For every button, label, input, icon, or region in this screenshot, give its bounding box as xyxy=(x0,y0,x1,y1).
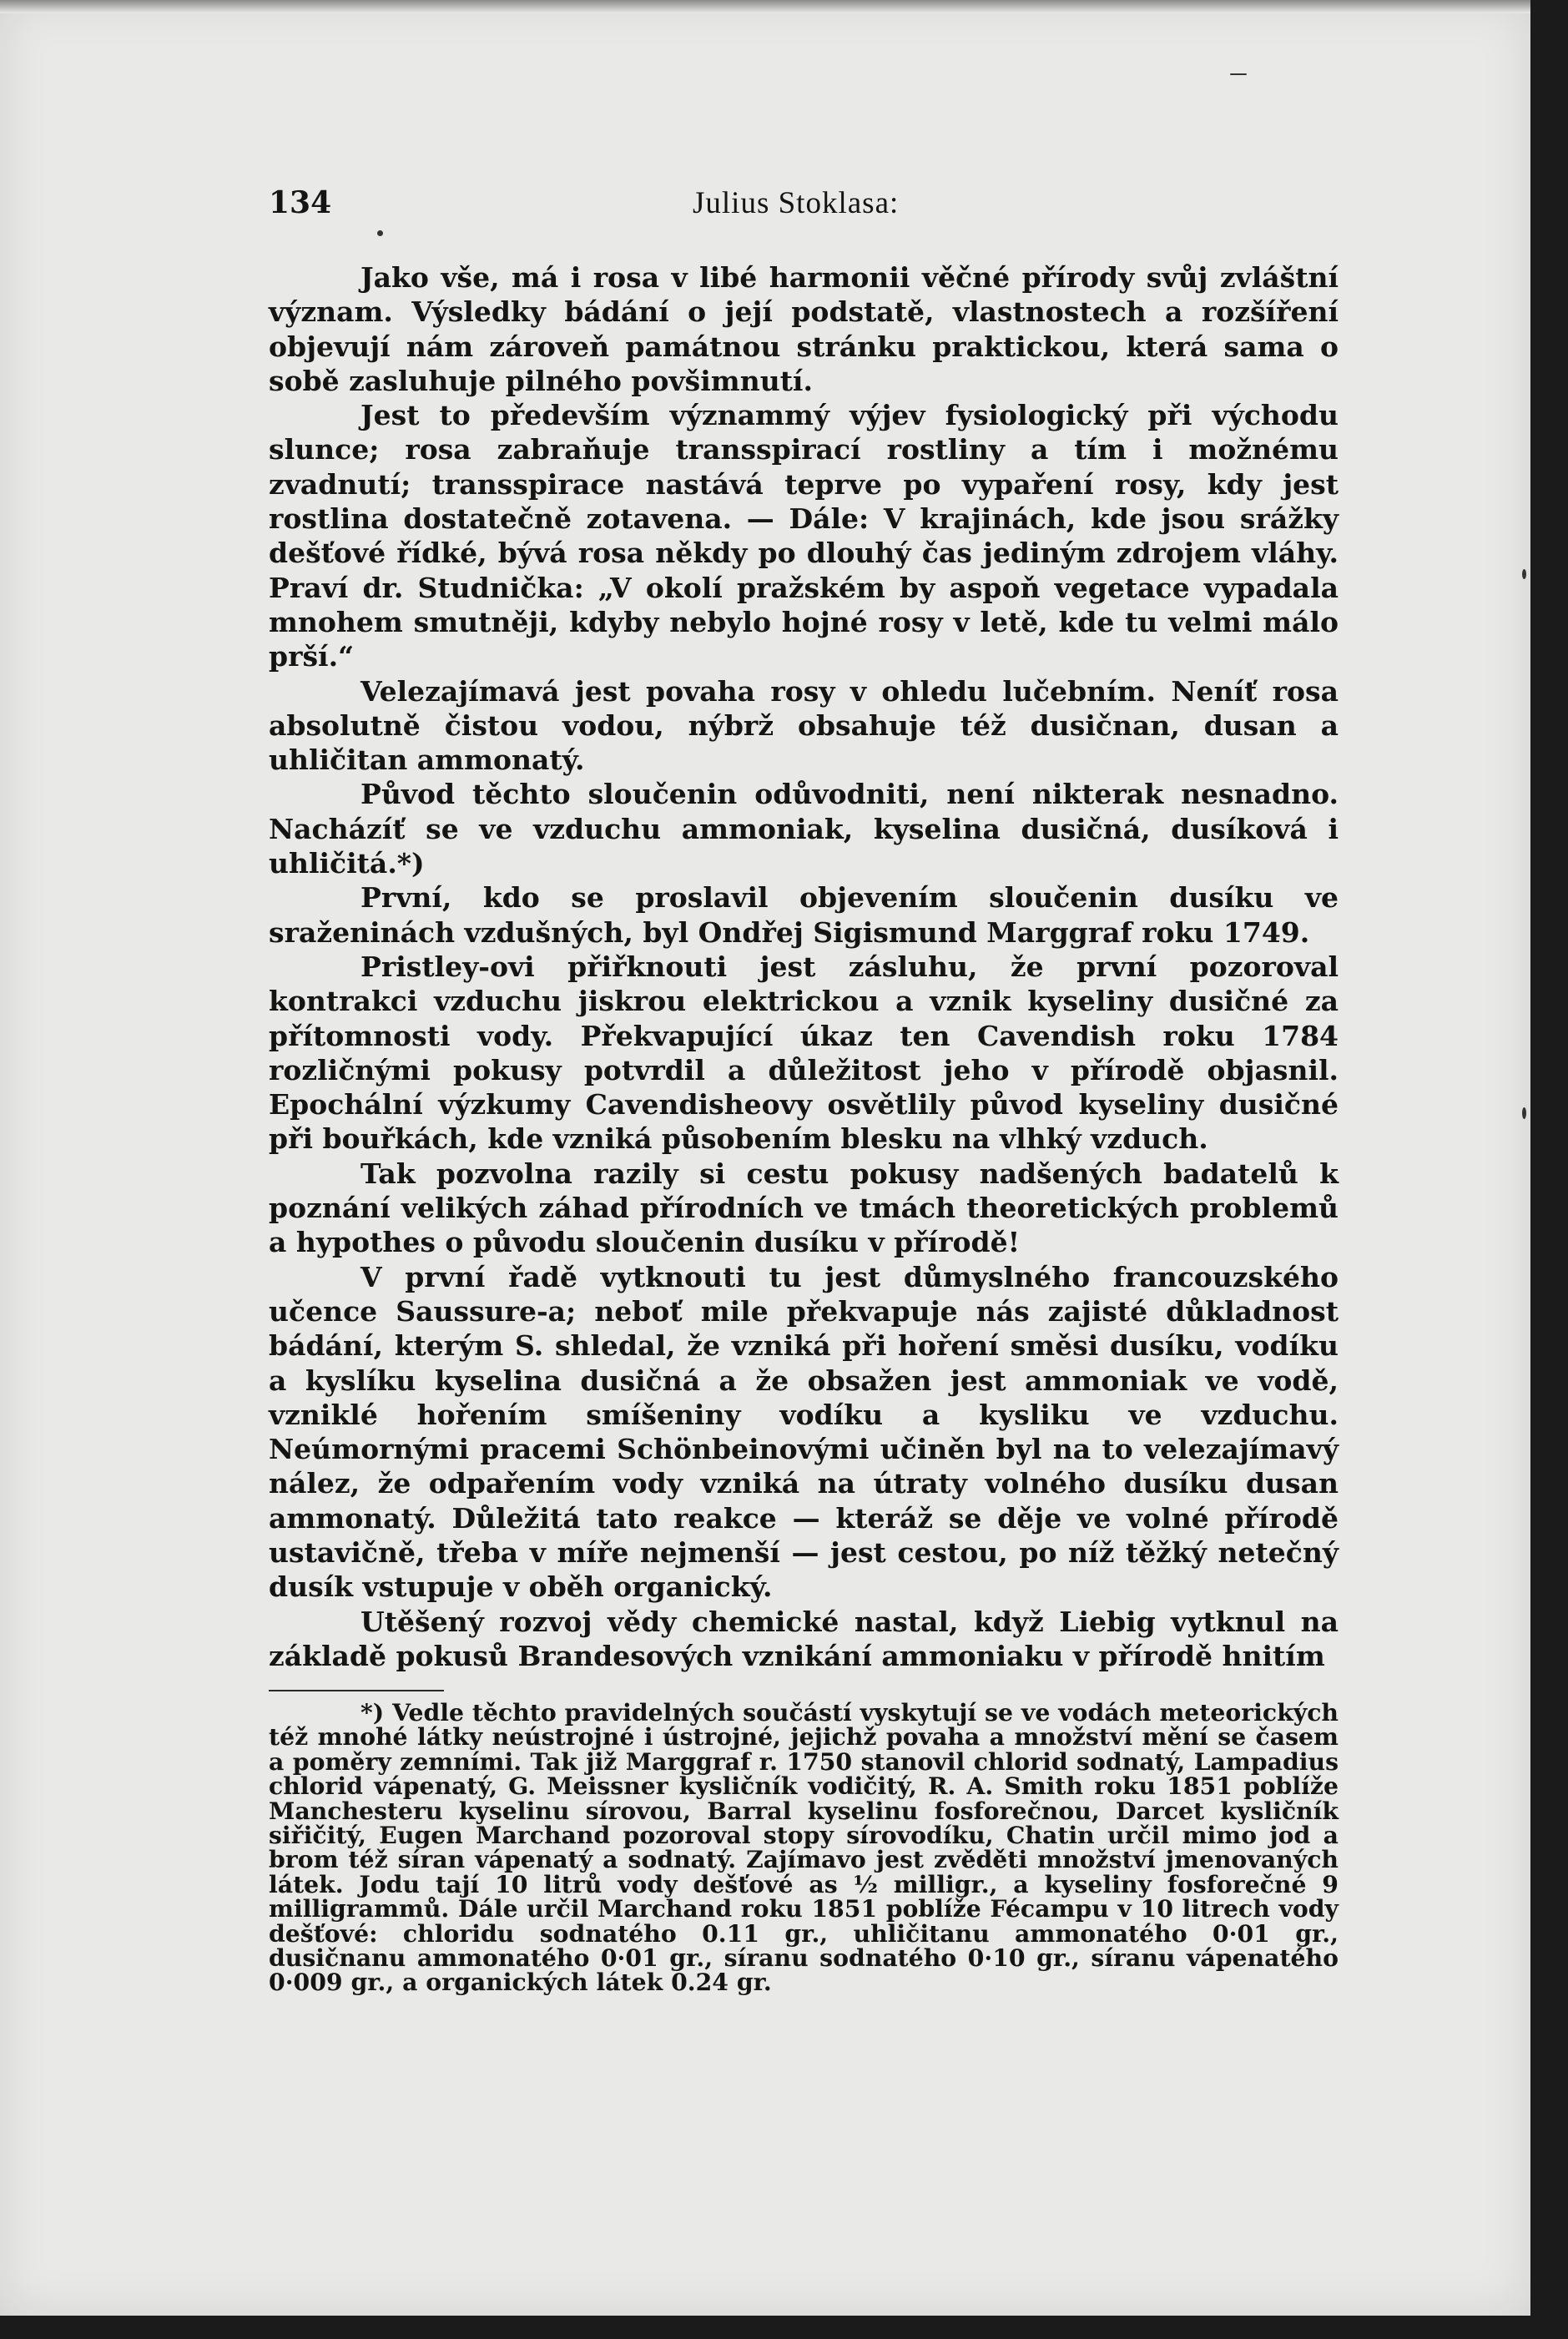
paragraph: Jako vše, má i rosa v libé harmonii věčné přírody svůj zvláštní význam. Výsledky bádání o její podstatě, vlastnostech a rozšíření objevují nám zároveň památnou stránku praktickou, která sama o sobě zasluhuje pilného povšimnutí. xyxy=(269,261,1339,397)
ink-speck xyxy=(1522,1107,1526,1119)
ink-speck xyxy=(1522,569,1526,579)
running-head: Julius Stoklasa: xyxy=(693,186,900,220)
ink-speck xyxy=(1230,73,1247,75)
page-number: 134 xyxy=(269,185,332,220)
footnote-divider xyxy=(269,1690,444,1691)
paragraph: Původ těchto sloučenin odůvodniti, není nikterak nesnadno. Nacházíť se ve vzduchu ammoniak, kyselina dusičná, dusíková i uhličitá.*) xyxy=(269,778,1339,880)
paragraph: V první řadě vytknouti tu jest důmyslného francouzského učence Saussure-a; neboť mile překvapuje nás zajisté důkladnost bádání, kterým S. shledal, že vzniká při hoření směsi dusíku, vodíku a kyslíku kyselina dusičná a že obsažen jest ammoniak ve vodě, vzniklé hořením smíšeniny vodíku a kysliku ve vzduchu. Neúmornými pracemi Schönbeinovými učiněn byl na to velezajímavý nález, že odpařením vody vzniká na útraty volného dusíku dusan ammonatý. Důležitá tato reakce — kteráž se děje ve volné přírodě ustavičně, třeba v míře nejmenší — jest cestou, po níž těžký netečný dusík vstupuje v oběh organický. xyxy=(269,1260,1339,1604)
body-text xyxy=(269,260,1339,1673)
paragraph: Velezajímavá jest povaha rosy v ohledu lučebním. Neníť rosa absolutně čistou vodou, nýbrž obsahuje též dusičnan, dusan a uhličitan ammonatý. xyxy=(269,674,1339,777)
paragraph: Tak pozvolna razily si cestu pokusy nadšených badatelů k poznání velikých záhad přírodních ve tmách theoretických problemů a hypothes o původu sloučenin dusíku v přírodě! xyxy=(269,1157,1339,1259)
ink-speck xyxy=(377,230,383,236)
page-top-edge xyxy=(0,0,1530,13)
paragraph: První, kdo se proslavil objevením sloučenin dusíku ve sraženinách vzdušných, byl Ondřej Sigismund Marggraf roku 1749. xyxy=(269,881,1339,949)
paragraph: Jest to především význammý výjev fysiologický při východu slunce; rosa zabraňuje transspirací rostliny a tím i možnému zvadnutí; transspirace nastává teprve po vypaření rosy, kdy jest rostlina dostatečně zotavena. — Dále: V krajinách, kde jsou srážky dešťové řídké, bývá rosa někdy po dlouhý čas jediným zdrojem vláhy. Praví dr. Studnička: „V okolí pražském by aspoň vegetace vypadala mnohem smutněji, kdyby nebylo hojné rosy v letě, kde tu velmi málo prší.“ xyxy=(269,399,1339,673)
footnote: *) Vedle těchto pravidelných součástí vyskytují se ve vodách meteorických též mnohé látky neústrojné i ústrojné, jejichž povaha a množství mění se časem a poměry zemními. Tak již Marggraf r. 1750 stanovil chlorid sodnatý, Lampadius chlorid vápenatý, G. Meissner kysličník vodičitý, R. A. Smith roku 1851 poblíže Manchesteru kyselinu sírovou, Barral kyselinu fosforečnou, Darcet kysličník siřičitý, Eugen Marchand pozoroval stopy sírovodíku, Chatin určil mimo jod a brom též síran vápenatý a sodnatý. Zajímavo jest zvěděti množství jmenovaných látek. Jodu tají 10 litrů vody dešťové as ½ milligr., a kyseliny fosforečné 9 milligrammů. Dále určil Marchand roku 1851 poblíže Fécampu v 10 litrech vody dešťové: chloridu sodnatého 0.11 gr., uhličitanu ammonatého 0·01 gr., dusičnanu ammonatého 0·01 gr., síranu sodnatého 0·10 gr., síranu vápenatého 0·009 gr., a organických látek 0.24 gr. xyxy=(269,1698,1339,1997)
page-header xyxy=(269,185,1339,227)
paragraph: Pristley-ovi přiřknouti jest zásluhu, že první pozoroval kontrakci vzduchu jiskrou elektrickou a vznik kyseliny dusičné za přítomnosti vody. Překvapující úkaz ten Cavendish roku 1784 rozličnými pokusy potvrdil a důležitost jeho v přírodě objasnil. Epochální výzkumy Cavendisheovy osvětlily původ kyseliny dusičné při bouřkách, kde vzniká působením blesku na vlhký vzduch. xyxy=(269,950,1339,1156)
paragraph: Utěšený rozvoj vědy chemické nastal, když Liebig vytknul na základě pokusů Brandesových vznikání ammoniaku v přírodě hnitím xyxy=(269,1605,1339,1672)
